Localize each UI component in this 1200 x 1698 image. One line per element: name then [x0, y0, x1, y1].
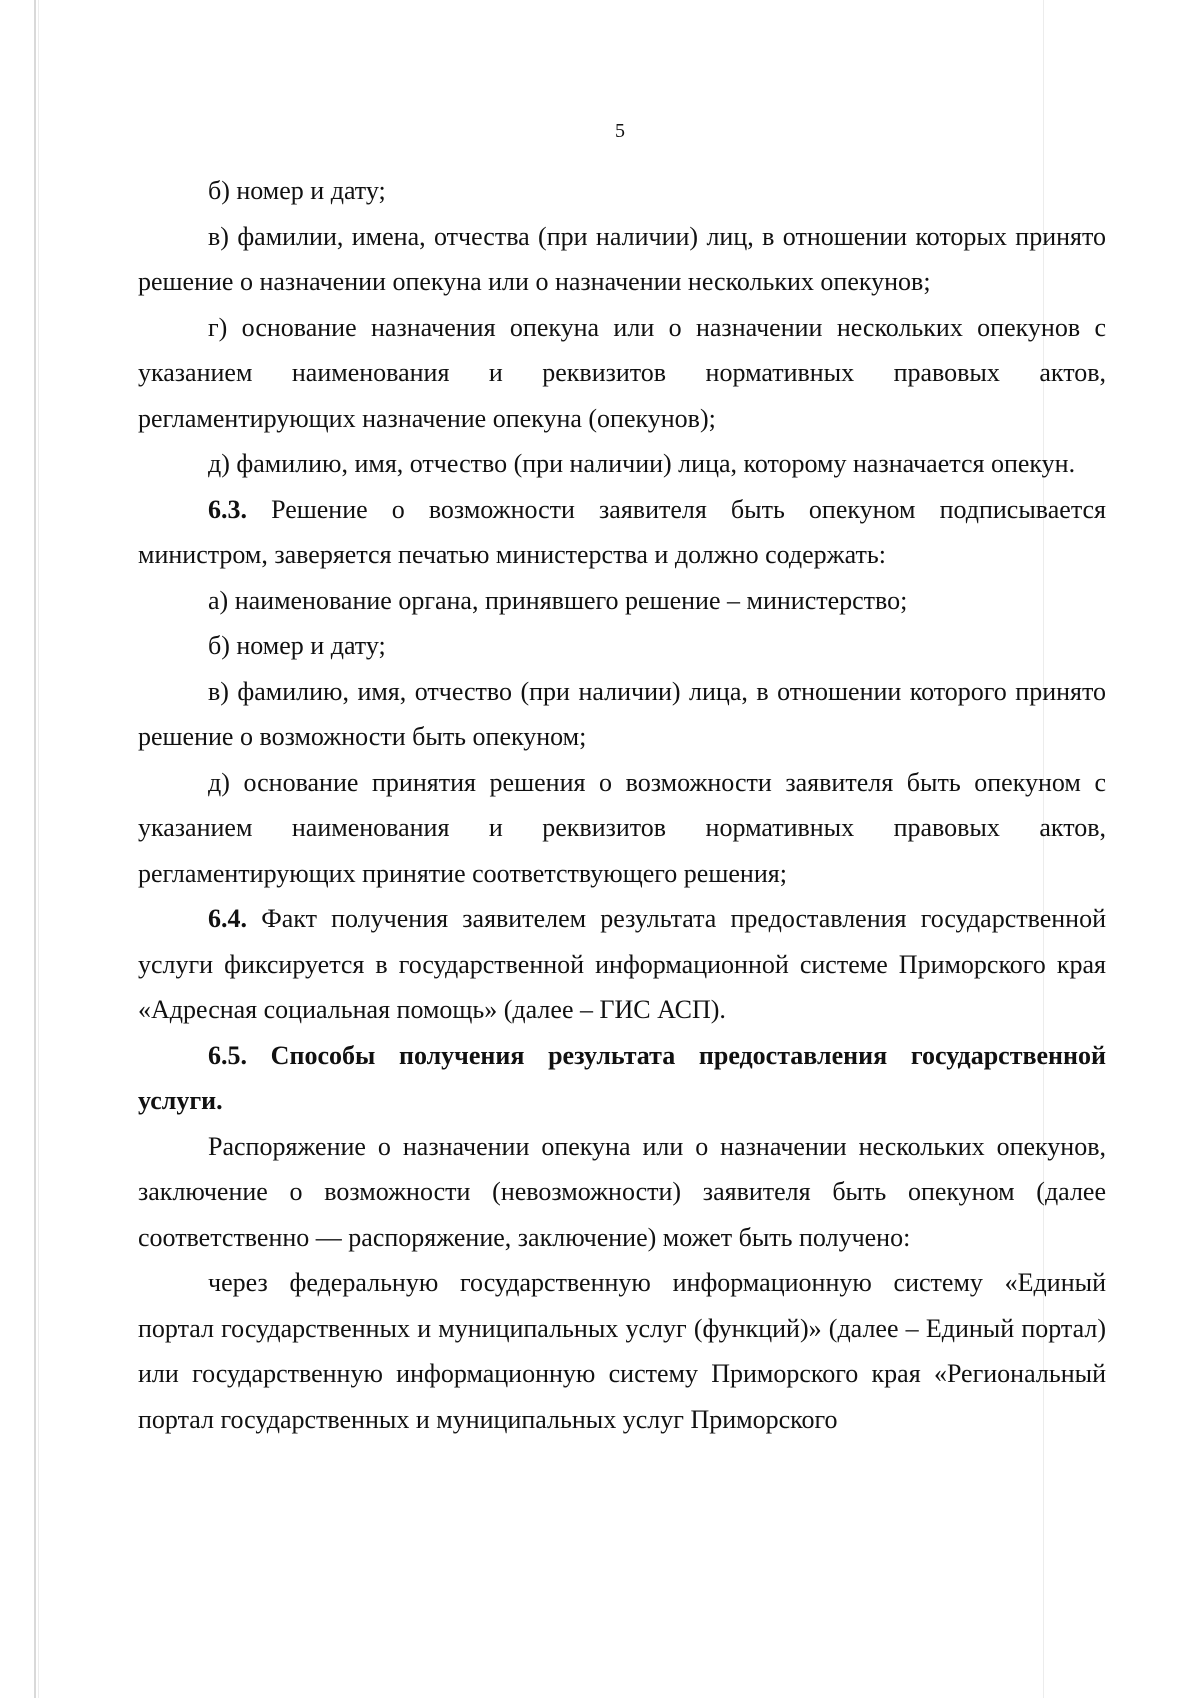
- paragraph: [138, 1260, 1106, 1442]
- paragraph: [138, 168, 1106, 214]
- section-heading-text: 6.5. Способы получения результата предоставления государственной услуги.: [138, 1040, 1106, 1115]
- paragraph-text: б) номер и дату;: [208, 631, 386, 660]
- paragraph: [138, 487, 1106, 578]
- paragraph-text: а) наименование органа, принявшего решение – министерство;: [208, 585, 908, 615]
- paragraph: [138, 441, 1106, 487]
- paragraph-text: Решение о возможности заявителя быть опекуном подписывается министром, заверяется печатью министерства и должно содержать:: [138, 494, 1106, 569]
- document-body: [138, 168, 1106, 1442]
- paragraph-text: д) фамилию, имя, отчество (при наличии) лица, которому назначается опекун.: [208, 449, 1076, 478]
- paragraph-text: б) номер и дату;: [208, 176, 386, 205]
- paragraph-text: д) основание принятия решения о возможности заявителя быть опекуном с указанием наименования и реквизитов нормативных правовых актов, регламентирующих принятие соответствующего решения;: [138, 767, 1106, 888]
- paragraph: [138, 669, 1106, 760]
- page-number: 5: [615, 120, 625, 142]
- paragraph: [138, 214, 1106, 305]
- section-heading: [138, 1033, 1106, 1124]
- paragraph-text: Распоряжение о назначении опекуна или о назначении нескольких опекунов, заключение о возможности (невозможности) заявителя быть опекуном (далее соответственно — распоряжение, заключение) может быть получено:: [138, 1131, 1106, 1252]
- scan-edge-left: [34, 0, 36, 1698]
- paragraph-text: через федеральную государственную информационную систему «Единый портал государственных и муниципальных услуг (функций)» (далее – Единый портал) или государственную информационную систему Приморского края «Региональный портал государственных и муниципальных услуг Приморского: [138, 1268, 1106, 1434]
- paragraph-text: г) основание назначения опекуна или о назначении нескольких опекунов с указанием наименования и реквизитов нормативных правовых актов, регламентирующих назначение опекуна (опекунов);: [138, 312, 1106, 433]
- paragraph: [138, 1124, 1106, 1261]
- paragraph-text: в) фамилию, имя, отчество (при наличии) лица, в отношении которого принято решение о возможности быть опекуном;: [138, 676, 1106, 751]
- paragraph: [138, 305, 1106, 442]
- paragraph: [138, 896, 1106, 1033]
- paragraph-bold-prefix: 6.3.: [208, 494, 247, 524]
- paragraph-text: в) фамилии, имена, отчества (при наличии) лиц, в отношении которых принято решение о назначении опекуна или о назначении нескольких опекунов;: [138, 221, 1106, 296]
- paragraph-text: Факт получения заявителем результата предоставления государственной услуги фиксируется в государственной информационной системе Приморского края «Адресная социальная помощь» (далее – ГИС АСП).: [138, 904, 1106, 1024]
- paragraph: [138, 623, 1106, 669]
- scan-edge-left-inner: [38, 0, 39, 1698]
- paragraph: [138, 760, 1106, 897]
- paragraph-bold-prefix: 6.4.: [208, 904, 247, 933]
- paragraph: [138, 578, 1106, 624]
